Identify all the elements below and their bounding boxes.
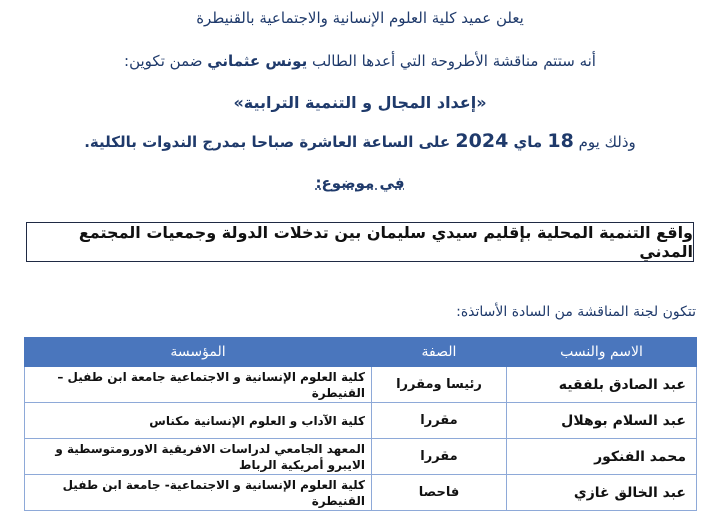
defense-day: 18: [547, 130, 574, 152]
sentence-program-label: ضمن تكوين:: [124, 52, 208, 70]
header-role: الصفة: [372, 338, 507, 367]
member-role: فاحصا: [372, 475, 507, 511]
member-name: عبد الخالق غازي: [507, 475, 697, 511]
member-name: عبد الصادق بلفقيه: [507, 367, 697, 403]
program-name: «إعداد المجال و التنمية الترابية»: [233, 93, 487, 112]
dean-announcement: [0, 9, 720, 27]
header-institution: المؤسسة: [25, 338, 372, 367]
program-title: [0, 93, 720, 112]
table-row: [25, 403, 697, 439]
defense-date-line: [0, 130, 720, 152]
table-row: [25, 439, 697, 475]
header-name: الاسم والنسب: [507, 338, 697, 367]
member-role: رئيسا ومقررا: [372, 367, 507, 403]
sentence-intro: أنه ستتم مناقشة الأطروحة التي أعدها الطالب: [307, 52, 596, 70]
student-name: يونس عثماني: [207, 52, 308, 70]
topic-heading: [0, 174, 720, 192]
thesis-topic-box: [26, 222, 694, 262]
member-institution: كلية العلوم الإنسانية و الاجتماعية- جامعة ابن طفيل القنيطرة: [25, 475, 372, 511]
defense-year: 2024: [455, 130, 509, 152]
member-name: محمد الفنكور: [507, 439, 697, 475]
member-name: عبد السلام بوهلال: [507, 403, 697, 439]
announcement-line-1: يعلن عميد كلية العلوم الإنسانية والاجتماعية بالقنيطرة: [196, 9, 524, 27]
date-prefix: وذلك يوم: [573, 133, 636, 151]
member-role: مقررا: [372, 403, 507, 439]
table-header-row: [25, 338, 697, 367]
table-row: [25, 475, 697, 511]
member-institution: كلية الآداب و العلوم الإنسانية مكناس: [25, 403, 372, 439]
thesis-topic: واقع التنمية المحلية بإقليم سيدي سليمان بين تدخلات الدولة وجمعيات المجتمع المدني: [78, 223, 693, 261]
table-row: [25, 367, 697, 403]
defense-month: ماي: [508, 133, 548, 151]
member-institution: المعهد الجامعي لدراسات الافريقية الاورومتوسطية و الايبرو أمريكية الرباط: [25, 439, 372, 475]
topic-intro-label: في موضوع:: [315, 174, 405, 192]
committee-table: [24, 337, 697, 511]
member-institution: كلية العلوم الإنسانية و الاجتماعية جامعة ابن طفيل – القنيطرة: [25, 367, 372, 403]
committee-intro: تتكون لجنة المناقشة من السادة الأساتذة:: [456, 304, 696, 320]
thesis-defense-sentence: [0, 52, 720, 70]
member-role: مقررا: [372, 439, 507, 475]
defense-time-place: على الساعة العاشرة صباحا بمدرج الندوات بالكلية.: [84, 133, 456, 151]
